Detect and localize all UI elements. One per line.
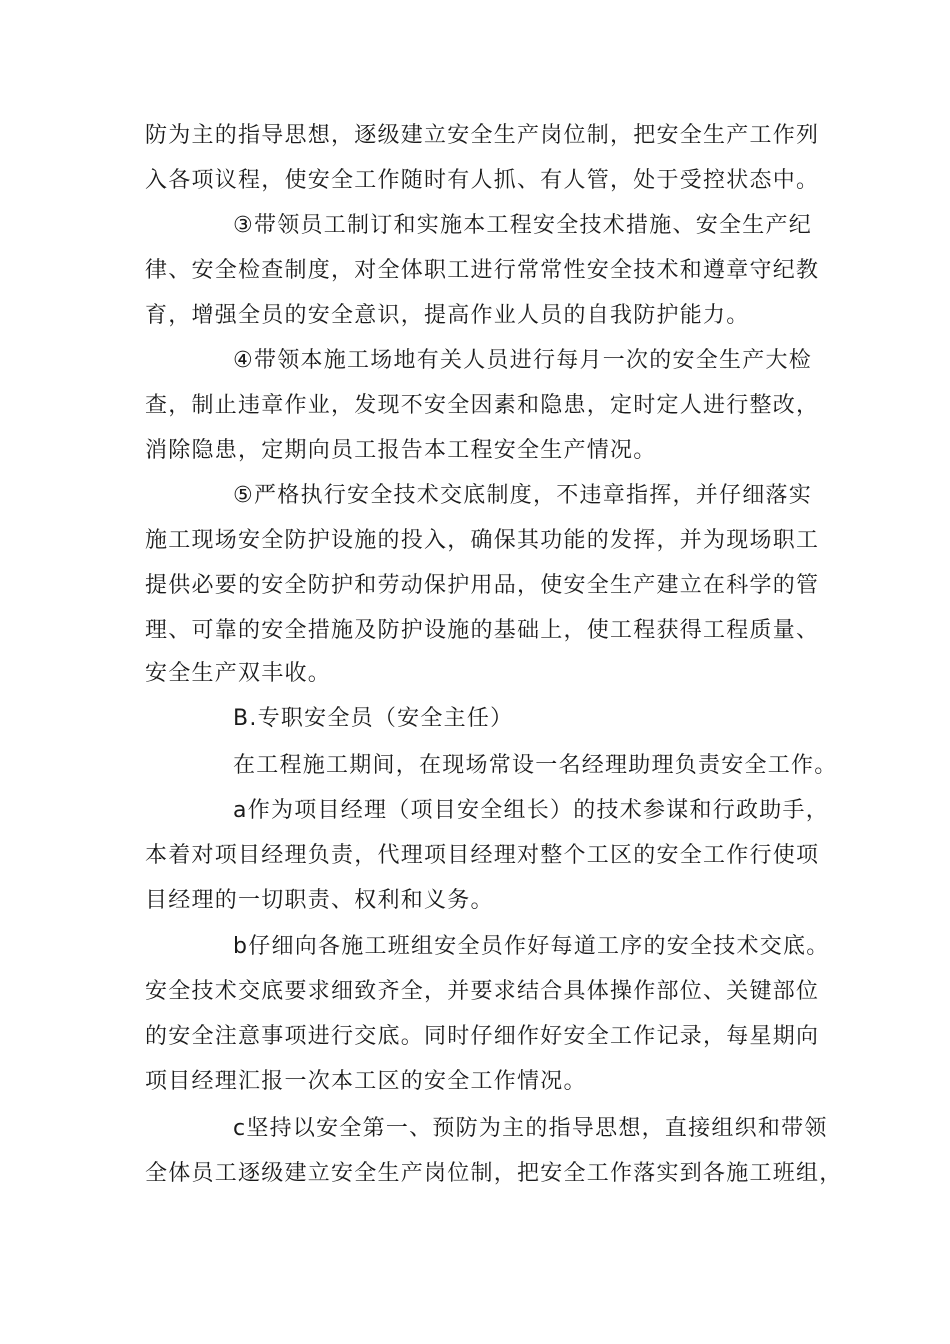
text-line: 的安全注意事项进行交底。同时仔细作好安全工作记录，每星期向: [145, 1024, 820, 1049]
paragraph-start-line: c坚持以安全第一、预防为主的指导思想，直接组织和带领: [233, 1116, 828, 1141]
text-line: 本着对项目经理负责，代理项目经理对整个工区的安全工作行使项: [145, 843, 820, 868]
text-line: 安全生产双丰收。: [145, 661, 332, 686]
text-line: 理、可靠的安全措施及防护设施的基础上，使工程获得工程质量、: [145, 618, 820, 643]
text-line: 全体员工逐级建立安全生产岗位制，把安全工作落实到各施工班组，: [145, 1161, 843, 1186]
paragraph-start-line: a作为项目经理（项目安全组长）的技术参谋和行政助手，: [233, 798, 829, 823]
text-line: 入各项议程，使安全工作随时有人抓、有人管，处于受控状态中。: [145, 168, 820, 193]
text-line: 防为主的指导思想，逐级建立安全生产岗位制，把安全生产工作列: [145, 123, 820, 148]
paragraph-start-line: ③带领员工制订和实施本工程安全技术措施、安全生产纪: [233, 213, 812, 238]
paragraph-start-line: b仔细向各施工班组安全员作好每道工序的安全技术交底。: [233, 934, 830, 959]
text-line: 查，制止违章作业，发现不安全因素和隐患，定时定人进行整改，: [145, 393, 820, 418]
text-line: 施工现场安全防护设施的投入，确保其功能的发挥，并为现场职工: [145, 528, 820, 553]
paragraph-start-line: 在工程施工期间，在现场常设一名经理助理负责安全工作。: [233, 753, 838, 778]
text-line: 目经理的一切职责、权利和义务。: [145, 888, 494, 913]
text-line: 律、安全检查制度，对全体职工进行常常性安全技术和遵章守纪教: [145, 258, 820, 283]
paragraph-start-line: ⑤严格执行安全技术交底制度，不违章指挥，并仔细落实: [233, 483, 812, 508]
text-line: 提供必要的安全防护和劳动保护用品，使安全生产建立在科学的管: [145, 573, 820, 598]
text-line: 消除隐患，定期向员工报告本工程安全生产情况。: [145, 438, 657, 463]
text-line: 育，增强全员的安全意识，提高作业人员的自我防护能力。: [145, 303, 750, 328]
text-line: 项目经理汇报一次本工区的安全工作情况。: [145, 1069, 587, 1094]
paragraph-start-line: ④带领本施工场地有关人员进行每月一次的安全生产大检: [233, 348, 812, 373]
section-heading: B.专职安全员（安全主任）: [233, 706, 514, 731]
text-line: 安全技术交底要求细致齐全，并要求结合具体操作部位、关键部位: [145, 979, 820, 1004]
